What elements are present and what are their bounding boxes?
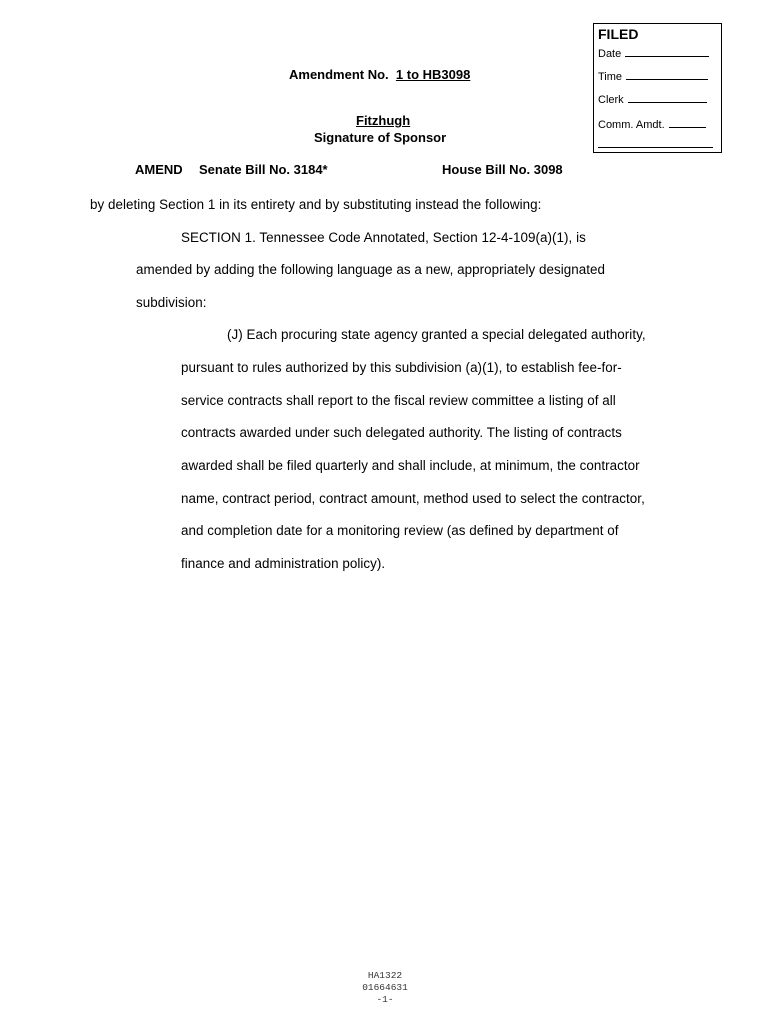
section-line-2: amended by adding the following language as a new, appropriately designated <box>136 262 606 277</box>
filed-date-blank <box>625 46 709 57</box>
amendment-value: 1 to HB3098 <box>395 67 471 82</box>
subdivision-line-4: contracts awarded under such delegated authority. The listing of contracts <box>181 425 622 440</box>
subdivision-line-7: and completion date for a monitoring review (as defined by department of <box>181 523 619 538</box>
subdivision-line-1: (J) Each procuring state agency granted a special delegated authority, <box>227 327 646 342</box>
footer-number: 01664631 <box>362 982 408 993</box>
amend-label: AMEND <box>135 162 183 177</box>
filed-time-blank <box>626 69 708 80</box>
filed-clerk-label: Clerk <box>598 94 624 106</box>
filed-extra-blank <box>598 137 713 148</box>
senate-bill: Senate Bill No. 3184* <box>199 162 328 177</box>
amendment-label: Amendment No. <box>289 67 389 82</box>
sponsor-caption: Signature of Sponsor <box>314 130 447 145</box>
amendment-number-line <box>289 67 470 82</box>
filed-date-row <box>598 46 709 60</box>
section-line-3: subdivision: <box>136 295 207 310</box>
filed-stamp-box <box>593 23 722 153</box>
subdivision-line-3: service contracts shall report to the fiscal review committee a listing of all <box>181 393 616 408</box>
section-line-1: SECTION 1. Tennessee Code Annotated, Section 12-4-109(a)(1), is <box>181 230 586 245</box>
subdivision-line-6: name, contract period, contract amount, method used to select the contractor, <box>181 491 645 506</box>
subdivision-line-8: finance and administration policy). <box>181 556 386 571</box>
filed-extra-row <box>598 137 713 151</box>
filed-comm-amdt-blank <box>669 117 706 128</box>
subdivision-line-2: pursuant to rules authorized by this subdivision (a)(1), to establish fee-for- <box>181 360 622 375</box>
filed-clerk-row <box>598 92 707 106</box>
filed-time-row <box>598 69 708 83</box>
page-number: -1- <box>376 994 394 1005</box>
filed-comm-amdt-row <box>598 117 706 131</box>
subdivision-line-5: awarded shall be filed quarterly and shall include, at minimum, the contractor <box>181 458 640 473</box>
filed-date-label: Date <box>598 48 622 60</box>
footer-code: HA1322 <box>367 970 403 981</box>
filed-title: FILED <box>598 26 639 42</box>
house-bill: House Bill No. 3098 <box>442 162 563 177</box>
sponsor-name: Fitzhugh <box>356 113 411 128</box>
intro-paragraph: by deleting Section 1 in its entirety and by substituting instead the following: <box>90 197 542 212</box>
filed-clerk-blank <box>628 92 707 103</box>
footer-block <box>0 970 770 1006</box>
filed-time-label: Time <box>598 71 623 83</box>
filed-comm-amdt-label: Comm. Amdt. <box>598 119 665 131</box>
